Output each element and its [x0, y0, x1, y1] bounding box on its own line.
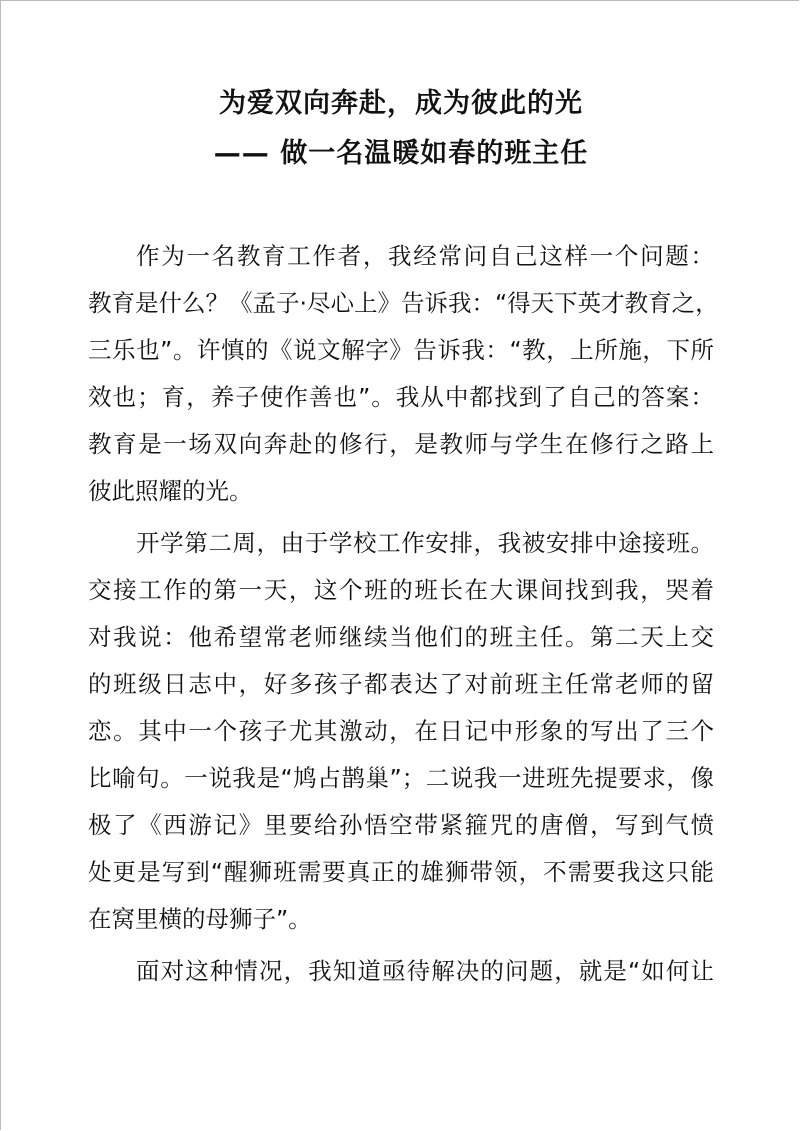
document-title: 为爱双向奔赴，成为彼此的光 — [219, 88, 583, 119]
paragraph-line: 交接工作的第一天，这个班的班长在大课间找到我，哭着 — [88, 576, 714, 604]
paragraph-line: 在窝里横的母狮子”。 — [88, 905, 312, 933]
paragraph-line: 的班级日志中，好多孩子都表达了对前班主任常老师的留 — [88, 670, 714, 698]
paragraph-line: 比喻句。一说我是“鸠占鹊巢”；二说我一进班先提要求，像 — [88, 764, 714, 792]
paragraph — [88, 233, 719, 515]
paragraph-line: 处更是写到“醒狮班需要真正的雄狮带领，不需要我这只能 — [88, 858, 714, 886]
paragraph-line: 开学第二周，由于学校工作安排，我被安排中途接班。 — [136, 529, 714, 557]
paragraph — [88, 948, 714, 995]
document-subtitle: —— 做一名温暖如春的班主任 — [213, 138, 589, 169]
paragraph-line: 教育是一场双向奔赴的修行，是教师与学生在修行之路上 — [88, 430, 714, 458]
paragraph-line: 三乐也”。许慎的《说文解字》告诉我：“教，上所施，下所 — [88, 336, 714, 364]
document-body — [88, 233, 719, 995]
paragraph-line: 彼此照耀的光。 — [88, 477, 253, 505]
paragraph-line: 教育是什么？《孟子·尽心上》告诉我：“得天下英才教育之， — [88, 289, 719, 317]
paragraph-line: 效也；育，养子使作善也”。我从中都找到了自己的答案： — [88, 383, 714, 411]
paragraph-line: 作为一名教育工作者，我经常问自己这样一个问题： — [136, 242, 714, 270]
paragraph-line: 对我说：他希望常老师继续当他们的班主任。第二天上交 — [88, 623, 714, 651]
paragraph-line: 恋。其中一个孩子尤其激动，在日记中形象的写出了三个 — [88, 717, 714, 745]
paragraph-line: 面对这种情况，我知道亟待解决的问题，就是“如何让 — [136, 957, 714, 985]
paragraph — [88, 520, 714, 943]
paragraph-line: 极了《西游记》里要给孙悟空带紧箍咒的唐僧，写到气愤 — [88, 811, 714, 839]
